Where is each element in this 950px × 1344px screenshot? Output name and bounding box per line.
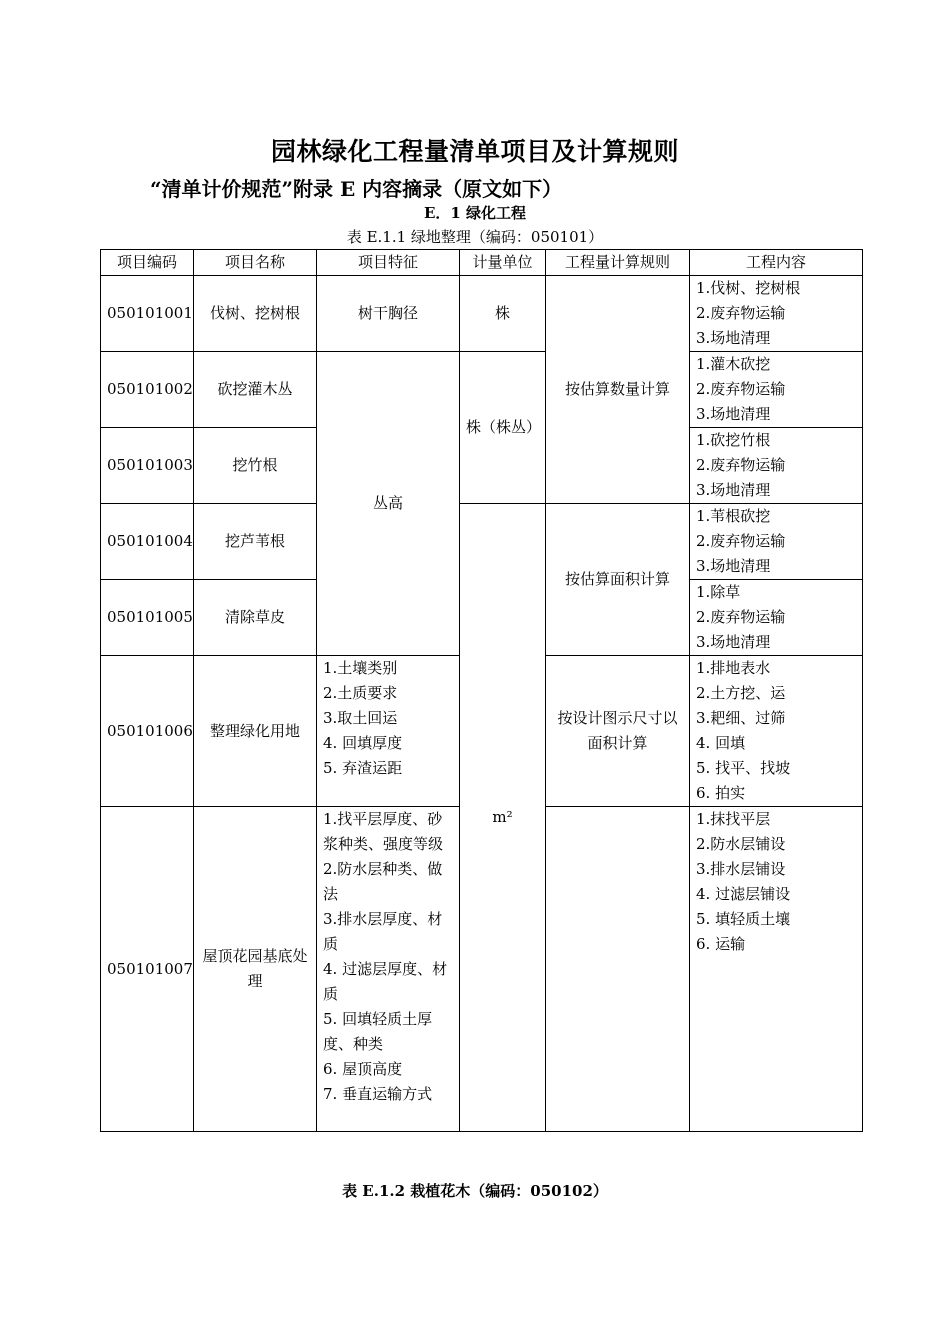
cell-content: 1.苇根砍挖 2.废弃物运输 3.场地清理 [690,504,863,580]
cell-feature: 1.找平层厚度、砂浆种类、强度等级 2.防水层种类、做法 3.排水层厚度、材质 4. 过滤层厚度、材质 5. 回填轻质土厚度、种类 6. 屋顶高度 7. 垂直运输方式 [317,807,460,1132]
cell-content: 1.抹找平层 2.防水层铺设 3.排水层铺设 4. 过滤层铺设 5. 填轻质土壤 6. 运输 [690,807,863,1132]
cell-content: 1.砍挖竹根 2.废弃物运输 3.场地清理 [690,428,863,504]
cell-name: 清除草皮 [194,580,317,656]
cell-code: 050101004 [101,504,194,580]
header-code: 项目编码 [101,250,194,276]
table-header-row [101,250,863,276]
header-content: 工程内容 [690,250,863,276]
cell-content: 1.伐树、挖树根 2.废弃物运输 3.场地清理 [690,276,863,352]
cell-code: 050101003 [101,428,194,504]
cell-unit: m² [460,504,546,1132]
header-name: 项目名称 [194,250,317,276]
table-row [101,352,863,428]
cell-rule: 按估算面积计算 [546,504,690,656]
cell-name: 伐树、挖树根 [194,276,317,352]
table-row [101,276,863,352]
cell-code: 050101006 [101,656,194,807]
cell-code: 050101001 [101,276,194,352]
cell-content: 1.排地表水 2.土方挖、运 3.耙细、过筛 4. 回填 5. 找平、找坡 6. 拍实 [690,656,863,807]
section-heading: E．1 绿化工程 [423,204,527,222]
cell-name: 整理绿化用地 [194,656,317,807]
cell-unit: 株（株丛） [460,352,546,504]
header-feature: 项目特征 [317,250,460,276]
cell-feature: 树干胸径 [317,276,460,352]
cell-name: 屋顶花园基底处理 [194,807,317,1132]
cell-content: 1.除草 2.废弃物运输 3.场地清理 [690,580,863,656]
cell-code: 050101007 [101,807,194,1132]
cell-name: 挖竹根 [194,428,317,504]
cell-content: 1.灌木砍挖 2.废弃物运输 3.场地清理 [690,352,863,428]
cell-code: 050101005 [101,580,194,656]
document-subtitle: “清单计价规范”附录 E 内容摘录（原文如下） [150,177,563,201]
cell-rule: 按估算数量计算 [546,276,690,504]
table-caption: 表 E.1.1 绿地整理（编码：050101） [346,228,604,246]
header-rule: 工程量计算规则 [546,250,690,276]
green-land-table [100,249,863,1132]
cell-name: 挖芦苇根 [194,504,317,580]
cell-feature: 丛高 [317,352,460,656]
cell-rule: 按设计图示尺寸以面积计算 [546,656,690,807]
cell-unit: 株 [460,276,546,352]
document-title: 园林绿化工程量清单项目及计算规则 [270,137,679,166]
cell-name: 砍挖灌木丛 [194,352,317,428]
next-table-caption: 表 E.1.2 栽植花木（编码：050102） [342,1182,608,1200]
header-unit: 计量单位 [460,250,546,276]
cell-feature: 1.土壤类别 2.土质要求 3.取土回运 4. 回填厚度 5. 弃渣运距 [317,656,460,807]
table-row [101,504,863,580]
cell-code: 050101002 [101,352,194,428]
cell-rule-empty [546,807,690,1132]
